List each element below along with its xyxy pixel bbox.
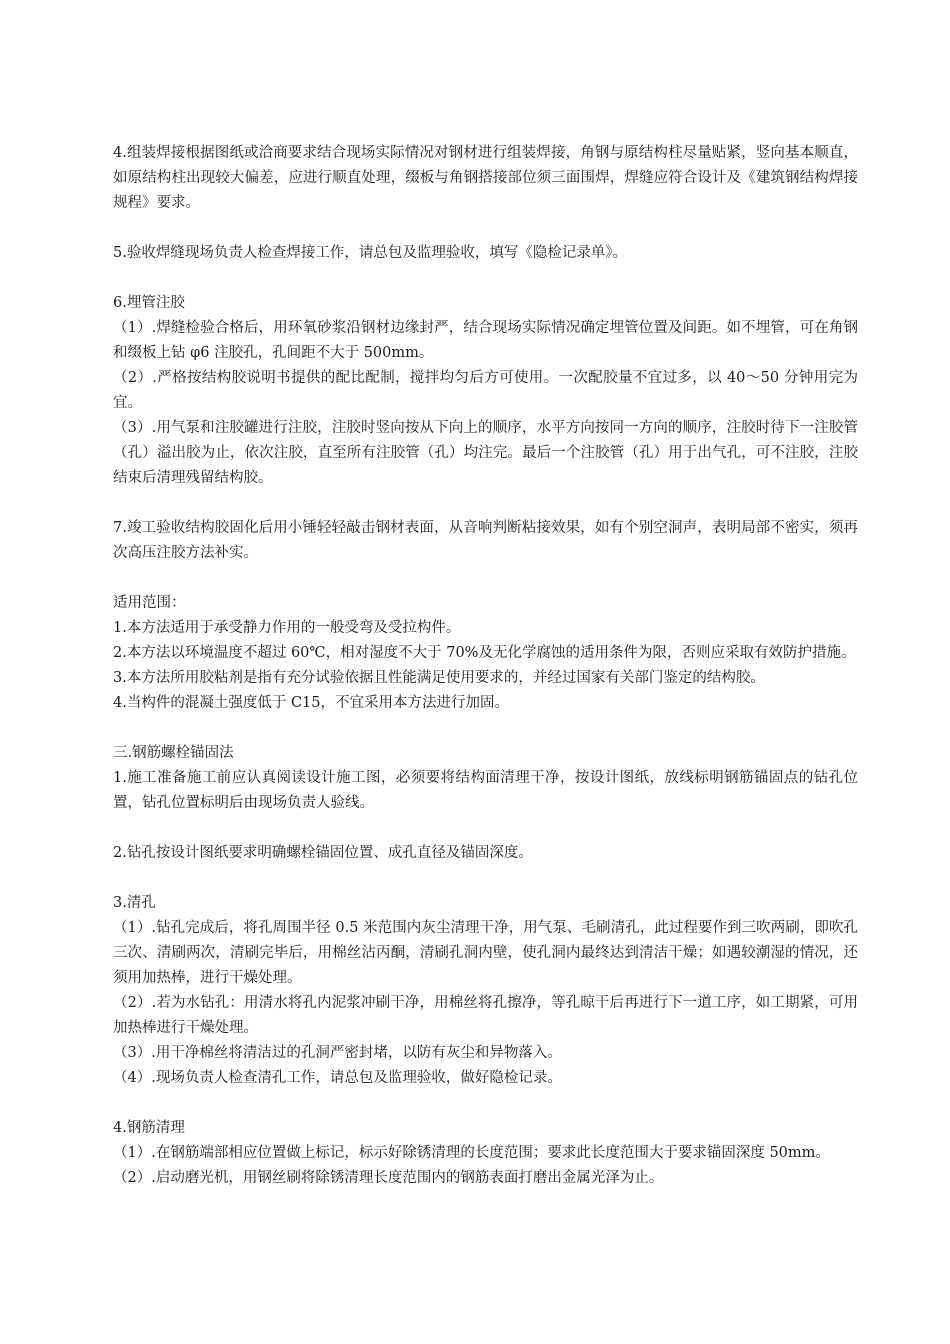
- text-line: （3）.用气泵和注胶罐进行注胶，注胶时竖向按从下向上的顺序，水平方向按同一方向的顺序，注胶时待下一注胶管（孔）溢出胶为止，依次注胶，直至所有注胶管（孔）均注完。最后一个注胶管（孔）用于出气孔，可不注胶，注胶结束后清理残留结构胶。: [113, 420, 858, 486]
- section-hole-cleaning: [113, 891, 858, 1091]
- text-line: 2.钻孔按设计图纸要求明确螺栓锚固位置、成孔直径及锚固深度。: [113, 845, 533, 861]
- section-heading: 6.埋管注胶: [113, 295, 185, 311]
- text-line: （1）.在钢筋端部相应位置做上标记，标示好除锈清理的长度范围；要求此长度范围大于要求锚固深度 50mm。: [113, 1145, 830, 1161]
- section-heading: 适用范围：: [113, 595, 186, 611]
- text-line: 7.竣工验收结构胶固化后用小锤轻轻敲击钢材表面，从音响判断粘接效果，如有个别空洞声，表明局部不密实，须再次高压注胶方法补实。: [113, 520, 858, 561]
- text-line: （2）.严格按结构胶说明书提供的配比配制，搅拌均匀后方可使用。一次配胶量不宜过多，以 40～50 分钟用完为宜。: [113, 370, 858, 411]
- section-pipe-grouting: [113, 291, 858, 491]
- text-line: （1）.钻孔完成后，将孔周围半径 0.5 米范围内灰尘清理干净，用气泵、毛刷清孔，此过程要作到三吹两刷，即吹孔三次、清刷两次，清刷完毕后，用棉丝沾丙酮，清刷孔洞内壁，使孔洞内最终达到清洁干燥；如遇较潮湿的情况，还须用加热棒，进行干燥处理。: [113, 920, 858, 986]
- section-heading: 4.钢筋清理: [113, 1120, 185, 1136]
- section-rebar-anchoring: [113, 741, 858, 816]
- text-line: 1.本方法适用于承受静力作用的一般受弯及受拉构件。: [113, 620, 461, 636]
- section-rebar-cleaning: [113, 1116, 858, 1191]
- text-line: （2）.启动磨光机，用钢丝刷将除锈清理长度范围内的钢筋表面打磨出金属光泽为止。: [113, 1170, 664, 1186]
- text-line: （2）.若为水钻孔：用清水将孔内泥浆冲刷干净，用棉丝将孔擦净，等孔晾干后再进行下一道工序，如工期紧，可用加热棒进行干燥处理。: [113, 995, 858, 1036]
- text-line: 1.施工准备施工前应认真阅读设计施工图，必须要将结构面清理干净，按设计图纸，放线标明钢筋锚固点的钻孔位置，钻孔位置标明后由现场负责人验线。: [113, 770, 858, 811]
- text-line: 3.本方法所用胶粘剂是指有充分试验依据且性能满足使用要求的，并经过国家有关部门鉴定的结构胶。: [113, 670, 765, 686]
- paragraph-weld-acceptance: [113, 241, 858, 266]
- section-heading: 3.清孔: [113, 895, 156, 911]
- paragraph-completion-acceptance: [113, 516, 858, 566]
- text-line: 4.组装焊接根据图纸或洽商要求结合现场实际情况对钢材进行组装焊接，角钢与原结构柱尽量贴紧，竖向基本顺直，如原结构柱出现较大偏差，应进行顺直处理，缀板与角钢搭接部位须三面围焊，焊缝应符合设计及《建筑钢结构焊接规程》要求。: [113, 145, 858, 211]
- text-line: 4.当构件的混凝土强度低于 C15，不宜采用本方法进行加固。: [113, 695, 509, 711]
- paragraph-welding-assembly: [113, 141, 858, 216]
- document-page: [113, 141, 858, 1216]
- section-heading: 三.钢筋螺栓锚固法: [113, 745, 234, 761]
- text-line: 2.本方法以环境温度不超过 60℃，相对湿度不大于 70%及无化学腐蚀的适用条件为限，否则应采取有效防护措施。: [113, 645, 856, 661]
- paragraph-drilling: [113, 841, 858, 866]
- text-line: （4）.现场负责人检查清孔工作，请总包及监理验收，做好隐检记录。: [113, 1070, 562, 1086]
- text-line: 5.验收焊缝现场负责人检查焊接工作，请总包及监理验收，填写《隐检记录单》。: [113, 245, 628, 261]
- text-line: （3）.用干净棉丝将清洁过的孔洞严密封堵，以防有灰尘和异物落入。: [113, 1045, 562, 1061]
- section-scope: [113, 591, 858, 716]
- text-line: （1）.焊缝检验合格后，用环氧砂浆沿钢材边缘封严，结合现场实际情况确定埋管位置及间距。如不埋管，可在角钢和缀板上钻 φ6 注胶孔，孔间距不大于 500mm。: [113, 320, 858, 361]
